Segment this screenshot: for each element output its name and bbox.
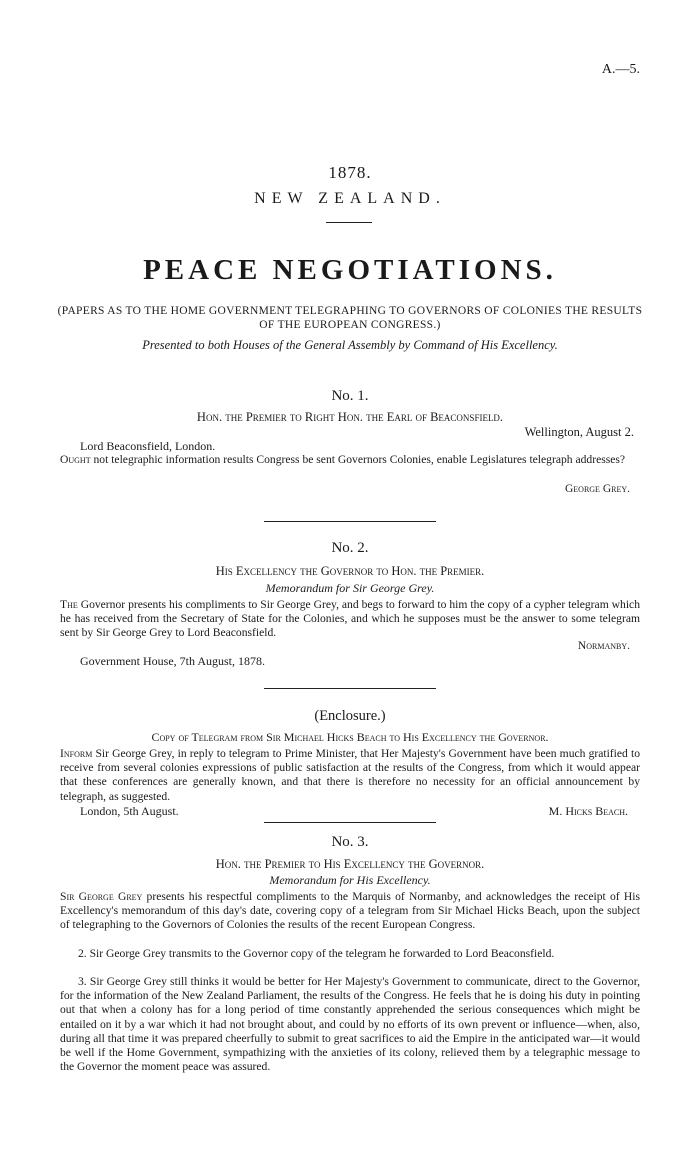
no1-body-text: not telegraphic information results Congress be sent Governors Colonies, enable Legislatures telegraph addresses? [90, 453, 626, 466]
divider [264, 822, 436, 823]
country: NEW ZEALAND. [254, 190, 446, 207]
no3-address: Hon. the Premier to His Excellency the Governor. [215, 857, 485, 871]
presented-note: Presented to both Houses of the General Assembly by Command of His Excellency. [142, 338, 558, 352]
enclosure-body-text: Sir George Grey, in reply to telegram to Prime Minister, that Her Majesty's Government have been much gratified to receive from several colonies expressions of public satisfaction at the results of the Congress, from which it would appear that these conferences are generally known, and that there is therefore no necessity for an official announcement by telegraph, as suggested. [60, 747, 640, 803]
no3-p1-lead: Sir George Grey [60, 890, 143, 903]
no1-body [60, 453, 640, 467]
no1-address: Hon. the Premier to Right Hon. the Earl of Beaconsfield. [196, 410, 504, 424]
no2-signature: Normanby. [577, 640, 630, 652]
paper-reference: A.—5. [601, 62, 640, 77]
no1-body-lead: Ought [60, 453, 91, 466]
document-title: PEACE NEGOTIATIONS. [143, 254, 557, 286]
no3-p1-text: presents his respectful compliments to the Marquis of Normanby, and acknowledges the receipt of His Excellency's memorandum of this day's date, covering copy of a telegram from Sir Michael Hicks Beach, upon the subject of telegraphing to the Governors of Colonies the results of the recent European Congress. [60, 890, 641, 932]
no2-body [60, 598, 640, 641]
divider [264, 688, 436, 689]
year: 1878. [328, 163, 372, 182]
no2-memo: Memorandum for Sir George Grey. [265, 581, 435, 595]
enclosure-place-date: London, 5th August. [80, 804, 179, 818]
document-subtitle: (PAPERS AS TO THE HOME GOVERNMENT TELEGRAPHING TO GOVERNORS OF COLONIES THE RESULTS OF THE EUROPEAN CONGRESS.) [57, 305, 643, 331]
divider [326, 222, 372, 223]
no2-address: His Excellency the Governor to Hon. the Premier. [215, 564, 485, 578]
enclosure-heading: (Enclosure.) [314, 708, 386, 724]
enclosure-signature: M. Hicks Beach. [548, 804, 628, 818]
no3-paragraph-3: 3. Sir George Grey still thinks it would be better for Her Majesty's Government to communicate, direct to the Governor, for the information of the New Zealand Parliament, the results of the Congress. He feels that he is doing his duty in pointing out that when a colony has for a long period of time constantly apprehended the serious consequences which might be entailed on it by a war which it had not brought about, and could by no efforts of its own prevent or influence—when, also, during all that time it was prepared cheerfully to submit to great sacrifices to aid the Empire in the anticipated war—it would be well if the Home Government, sympathizing with the anxieties of its colony, relieved them by a telegraphic message to the Governor the moment peace was assured. [60, 975, 640, 1074]
divider [264, 521, 436, 522]
enclosure-body-lead: Inform [60, 747, 93, 760]
no3-paragraph-1 [60, 890, 640, 933]
no1-heading: No. 1. [331, 388, 369, 404]
no2-body-text: Governor presents his compliments to Sir George Grey, and begs to forward to him the copy of a cypher telegram which he has received from the Secretary of State for the Colonies, and which he supposes must be the answer to some telegram sent by Sir George Grey to Lord Beaconsfield. [60, 598, 640, 640]
no3-paragraph-2: 2. Sir George Grey transmits to the Governor copy of the telegram he forwarded to Lord Beaconsfield. [78, 947, 555, 960]
no1-signature: George Grey. [564, 483, 630, 495]
no2-heading: No. 2. [331, 540, 369, 556]
no3-heading: No. 3. [331, 834, 369, 850]
no1-salutation: Lord Beaconsfield, London. [80, 439, 216, 453]
enclosure-body [60, 747, 640, 804]
no2-body-lead: The [60, 598, 78, 611]
no1-place-date: Wellington, August 2. [524, 425, 634, 439]
enclosure-address: Copy of Telegram from Sir Michael Hicks Beach to His Excellency the Governor. [151, 730, 549, 744]
no2-place-date: Government House, 7th August, 1878. [80, 654, 265, 668]
no3-memo: Memorandum for His Excellency. [269, 873, 431, 887]
